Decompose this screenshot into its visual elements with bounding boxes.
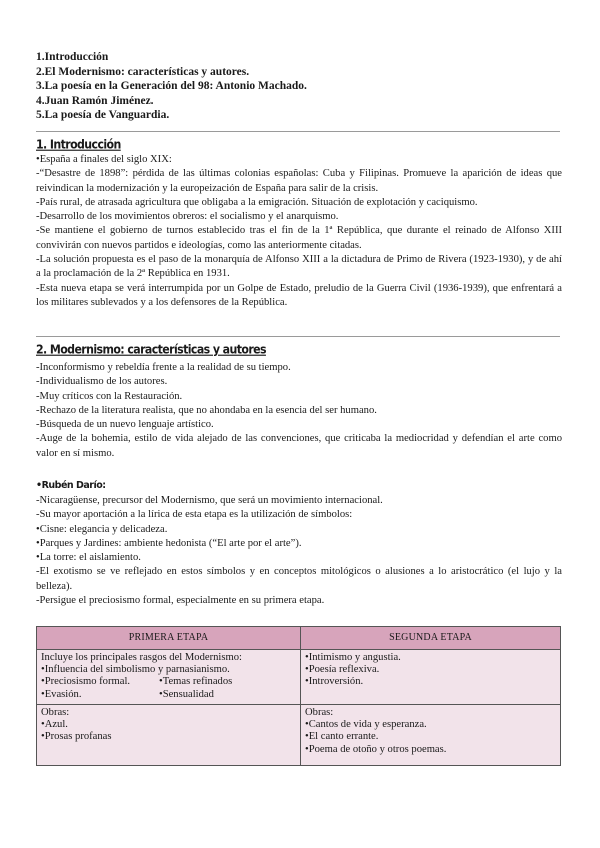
cell-text: •Intimismo y angustia. [305,652,401,663]
section-divider [36,131,560,132]
table-row [37,650,561,705]
header-cell: PRIMERA ETAPA [37,627,301,650]
cell-text: Incluye los principales rasgos del Modernismo: [41,652,242,663]
paragraph: -Búsqueda de un nuevo lenguaje artístico. [36,419,214,431]
paragraph: -Desarrollo de los movimientos obreros: el socialismo y el anarquismo. [36,211,339,223]
paragraph: -Inconformismo y rebeldía frente a la realidad de su tiempo. [36,362,291,373]
paragraph: -Rechazo de la literatura realista, que no ahondaba en la esencia del ser humano. [36,404,377,416]
paragraph: -La solución propuesta es el paso de la monarquía de Alfonso XIII a la dictadura de Primo de Rivera (1923-1930), y de ahí a la proclamación de la 2ª República en 1931. [36,254,562,280]
paragraph: •España a finales del siglo XIX: [36,154,172,165]
cell-text: •Cantos de vida y esperanza. [305,719,427,731]
paragraph: -Se mantiene el gobierno de turnos establecido tras el fin de la 1ª República, que durante el reinado de Alfonso XIII convivirán con nuevos partidos e ideologías, como las anteriormente citadas. [36,225,562,251]
cell-text: •Influencia del simbolismo y parnasianismo. [41,664,230,676]
toc-item: 3.La poesía en la Generación del 98: Antonio Machado. [36,80,307,93]
table-cell [301,650,561,705]
cell-columns [41,676,296,700]
toc-item: 4.Juan Ramón Jiménez. [36,94,154,107]
paragraph: •Cisne: elegancia y delicadeza. [36,523,168,535]
paragraph: •La torre: el aislamiento. [36,552,141,564]
cell-text: •Temas refinados [159,676,233,688]
table-header-row [37,627,561,650]
paragraph: -Persigue el preciosismo formal, especialmente en su primera etapa. [36,595,325,607]
section2-heading: 2. Modernismo: características y autores [36,342,266,357]
table-cell [37,650,301,705]
paragraph: -El exotismo se ve reflejado en estos símbolos y en conceptos mitológicos o alusiones a lo aristocrático (el lujo y la belleza). [36,566,562,592]
cell-text: •Sensualidad [159,688,214,700]
section2-body [36,361,562,461]
dario-heading: •Rubén Darío: [36,480,106,491]
table-cell [301,705,561,766]
cell-text: •Preciosismo formal. [41,676,131,688]
paragraph: -Individualismo de los autores. [36,376,168,388]
toc-item: 1.Introducción [36,51,109,63]
paragraph: -País rural, de atrasada agricultura que obligaba a la emigración. Situación de explotación y caciquismo. [36,196,478,208]
cell-text: •El canto errante. [305,731,379,743]
table-row [37,705,561,766]
paragraph: -“Desastre de 1898”: pérdida de las últimas colonias españolas: Cuba y Filipinas. Promueve la aparición de ideas que reivindican la modernización y la europeización de España para salir de la crisis. [36,168,562,194]
cell-text: •Poema de otoño y otros poemas. [305,743,447,755]
paragraph: •Parques y Jardines: ambiente hedonista (“El arte por el arte”). [36,537,302,549]
dario-body [36,494,562,608]
toc-item: 2.El Modernismo: características y autores. [36,65,250,78]
cell-text: Obras: [305,707,334,718]
stages-table [36,626,561,766]
header-cell: SEGUNDA ETAPA [301,627,561,650]
cell-text: •Poesía reflexiva. [305,664,380,676]
cell-text: •Azul. [41,719,68,731]
paragraph: -Su mayor aportación a la lírica de esta etapa es la utilización de símbolos: [36,509,353,521]
cell-text: •Evasión. [41,688,82,700]
paragraph: -Nicaragüense, precursor del Modernismo, que será un movimiento internacional. [36,495,383,506]
paragraph: -Muy críticos con la Restauración. [36,390,183,402]
toc-item: 5.La poesía de Vanguardia. [36,109,170,122]
table-of-contents [36,50,307,123]
paragraph: -Auge de la bohemia, estilo de vida alejado de las convenciones, que criticaba la mediocridad y defendían el arte como valor en sí mismo. [36,433,562,459]
paragraph: -Esta nueva etapa se verá interrumpida por un Golpe de Estado, preludio de la Guerra Civil (1936-1939), que enfrentará a los militares sublevados y a los defensores de la República. [36,282,562,308]
section-divider [36,336,560,337]
cell-text: •Introversión. [305,676,364,688]
cell-text: Obras: [41,707,70,718]
cell-text: •Prosas profanas [41,731,112,743]
table-cell [37,705,301,766]
section1-body [36,153,562,310]
section1-heading: 1. Introducción [36,137,121,152]
